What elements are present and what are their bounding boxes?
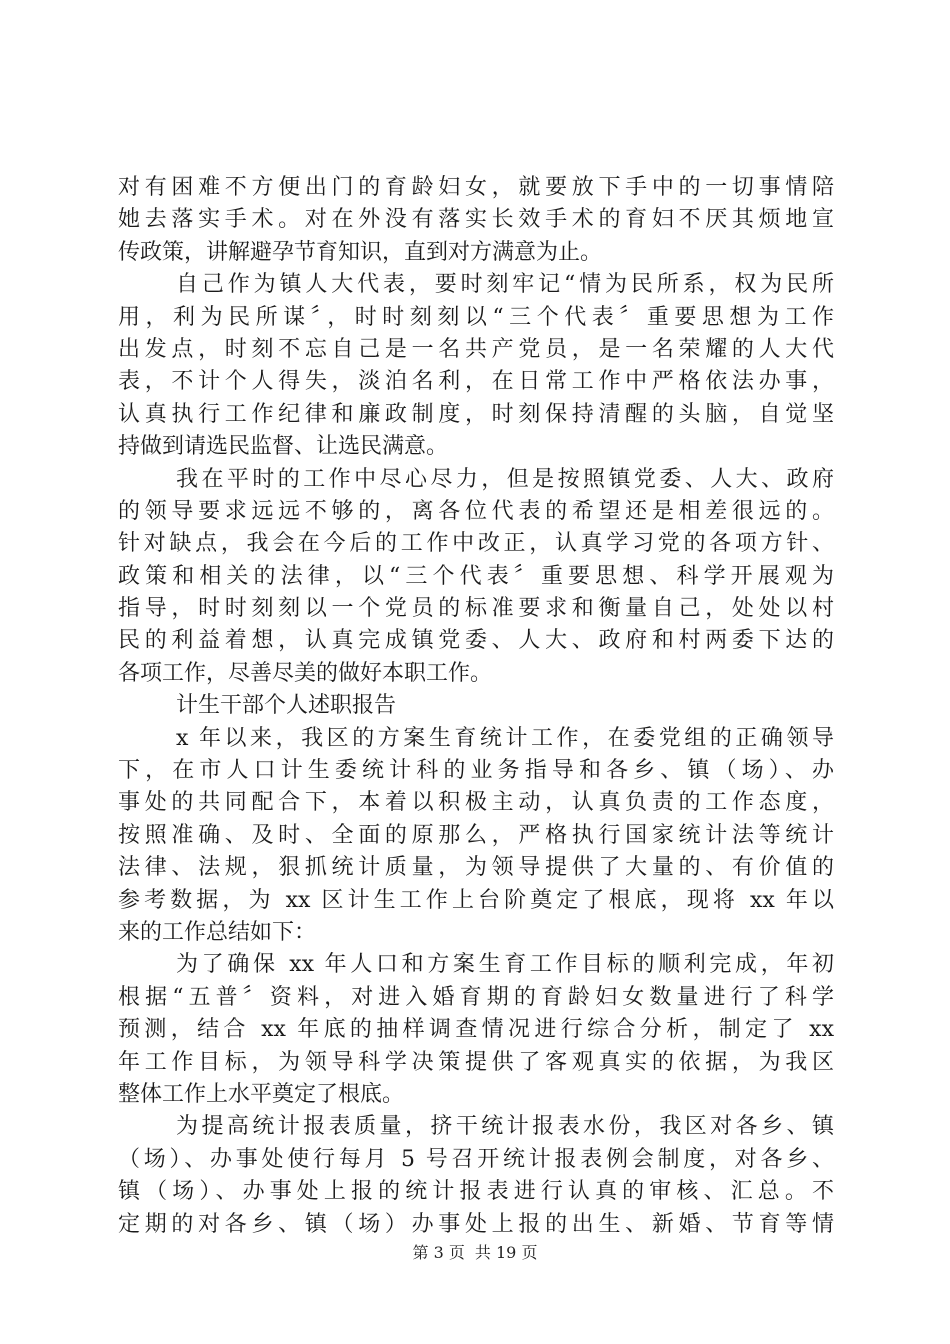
- text-line: 对有困难不方便出门的育龄妇女，就要放下手中的一切事情陪: [118, 175, 834, 200]
- text-line: 表，不计个人得失，淡泊名利，在日常工作中严格依法办事，: [118, 369, 834, 395]
- text-line: 用，利为民所谋〞，时时刻刻以“三个代表〞重要思想为工作: [118, 304, 834, 330]
- text-line: 定期的对各乡、镇（场）办事处上报的出生、新婚、节育等情: [118, 1211, 834, 1237]
- text-line: 认真执行工作纪律和廉政制度，时刻保持清醒的头脑，自觉坚: [118, 401, 834, 427]
- text-line: 计生干部个人述职报告: [176, 693, 397, 719]
- text-line: 根据“五普〞资料，对进入婚育期的育龄妇女数量进行了科学: [118, 984, 834, 1010]
- text-line: 来的工作总结如下：: [118, 919, 317, 945]
- text-line: 镇（场）、办事处上报的统计报表进行认真的审核、汇总。不: [118, 1179, 834, 1205]
- text-line: 传政策，讲解避孕节育知识，直到对方满意为止。: [118, 239, 603, 265]
- text-line: 法律、法规，狠抓统计质量，为领导提供了大量的、有价值的: [118, 855, 834, 881]
- text-line: 我在平时的工作中尽心尽力，但是按照镇党委、人大、政府: [176, 466, 834, 492]
- document-body: [118, 172, 834, 1241]
- text-line: 出发点，时刻不忘自己是一名共产党员，是一名荣耀的人大代: [118, 336, 834, 362]
- text-line: 的领导要求远远不够的，离各位代表的希望还是相差很远的。: [118, 498, 834, 524]
- text-line: 预测，结合 xx 年底的抽样调查情况进行综合分析，制定了 xx: [118, 1017, 834, 1043]
- text-line: x 年以来，我区的方案生育统计工作，在委党组的正确领导: [176, 725, 834, 751]
- text-line: 为提高统计报表质量，挤干统计报表水份，我区对各乡、镇: [176, 1114, 834, 1140]
- text-line: 下，在市人口计生委统计科的业务指导和各乡、镇（场）、办: [118, 758, 834, 784]
- page-footer: [0, 1242, 950, 1264]
- text-line: （场）、办事处使行每月 5 号召开统计报表例会制度，对各乡、: [118, 1146, 834, 1172]
- text-line: 参考数据，为 xx 区计生工作上台阶奠定了根底，现将 xx 年以: [118, 887, 834, 913]
- text-line: 自己作为镇人大代表，要时刻牢记“情为民所系，权为民所: [176, 272, 834, 298]
- text-line: 按照准确、及时、全面的原那么，严格执行国家统计法等统计: [118, 822, 834, 848]
- page-total: 共 19 页: [474, 1243, 538, 1262]
- text-line: 年工作目标，为领导科学决策提供了客观真实的依据，为我区: [118, 1049, 834, 1075]
- text-line: 政策和相关的法律，以“三个代表〞重要思想、科学开展观为: [118, 563, 834, 589]
- text-line: 民的利益着想，认真完成镇党委、人大、政府和村两委下达的: [118, 628, 834, 654]
- page-number: 第 3 页: [412, 1243, 465, 1262]
- text-line: 她去落实手术。对在外没有落实长效手术的育妇不厌其烦地宣: [118, 207, 834, 233]
- text-line: 各项工作，尽善尽美的做好本职工作。: [118, 660, 493, 686]
- text-line: 持做到请选民监督、让选民满意。: [118, 434, 449, 460]
- text-line: 事处的共同配合下，本着以积极主动，认真负责的工作态度，: [118, 790, 834, 816]
- text-line: 指导，时时刻刻以一个党员的标准要求和衡量自己，处处以村: [118, 596, 834, 622]
- text-line: 为了确保 xx 年人口和方案生育工作目标的顺利完成，年初: [176, 952, 834, 978]
- text-line: 整体工作上水平奠定了根底。: [118, 1081, 405, 1107]
- text-line: 针对缺点，我会在今后的工作中改正，认真学习党的各项方针、: [118, 531, 834, 557]
